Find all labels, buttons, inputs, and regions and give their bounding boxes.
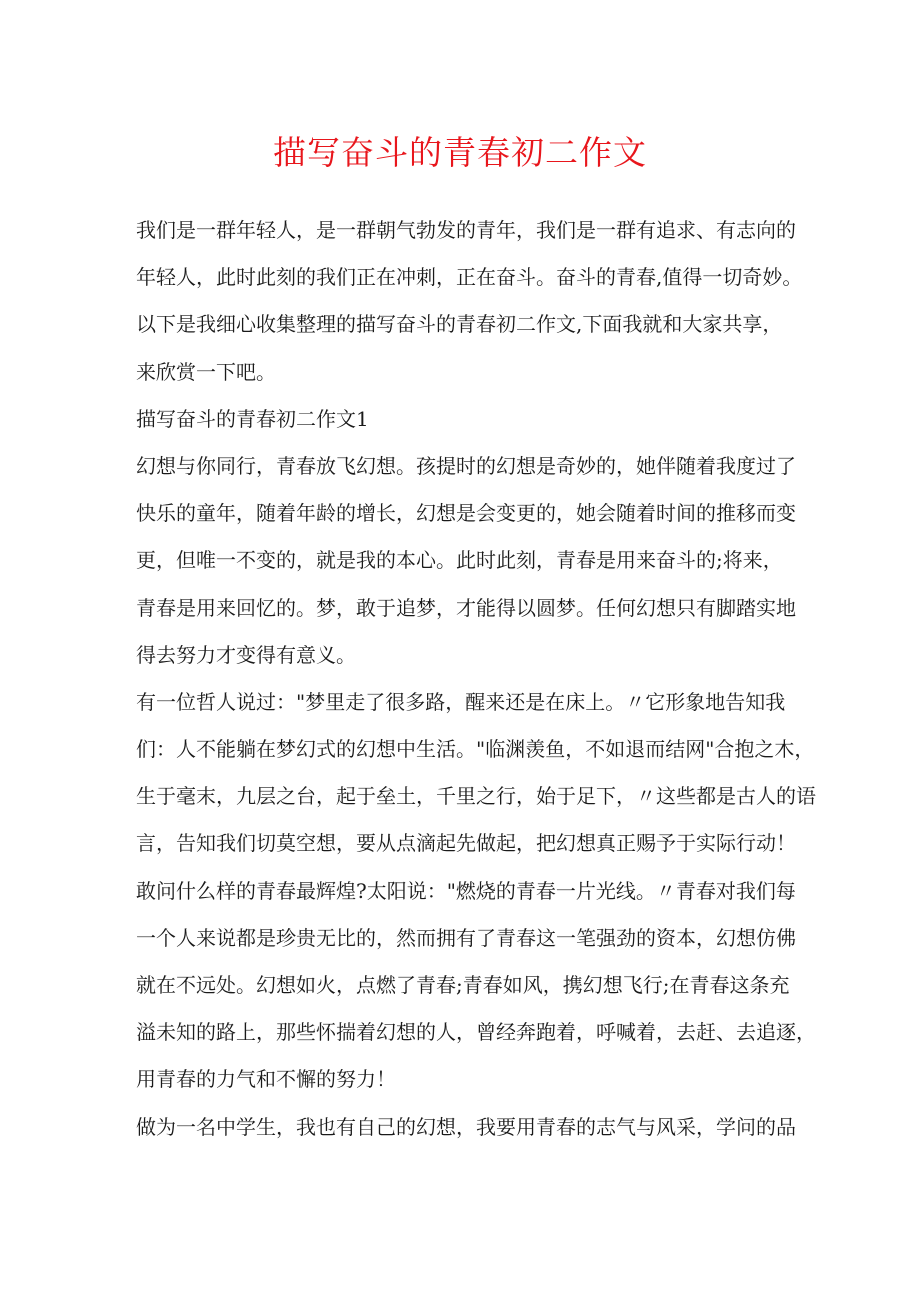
text-line: 溢未知的路上，那些怀揣着幻想的人，曾经奔跑着，呼喊着，去赶、去追逐， bbox=[136, 1020, 816, 1045]
section-heading: 描写奋斗的青春初二作文1 bbox=[136, 406, 369, 431]
text-line: 一个人来说都是珍贵无比的，然而拥有了青春这一笔强劲的资本，幻想仿佛 bbox=[136, 925, 796, 950]
text-line: 做为一名中学生，我也有自己的幻想，我要用青春的志气与风采，学问的品 bbox=[136, 1114, 796, 1139]
text-line: 用青春的力气和不懈的努力！ bbox=[136, 1067, 396, 1092]
text-line: 快乐的童年，随着年龄的增长，幻想是会变更的，她会随着时间的推移而变 bbox=[136, 501, 796, 526]
text-line: 们：人不能躺在梦幻式的幻想中生活。"临渊羡鱼，不如退而结网"合抱之木， bbox=[136, 737, 815, 762]
text-line: 青春是用来回忆的。梦，敢于追梦，才能得以圆梦。任何幻想只有脚踏实地 bbox=[136, 595, 796, 620]
text-line: 言，告知我们切莫空想，要从点滴起先做起，把幻想真正赐予于实际行动！ bbox=[136, 831, 796, 856]
text-line: 我们是一群年轻人，是一群朝气勃发的青年，我们是一群有追求、有志向的 bbox=[136, 218, 796, 242]
text-line: 有一位哲人说过："梦里走了很多路，醒来还是在床上。〃它形象地告知我 bbox=[136, 689, 786, 714]
document-title: 描写奋斗的青春初二作文 bbox=[273, 133, 647, 172]
text-line: 来欣赏一下吧。 bbox=[136, 359, 276, 384]
text-line: 得去努力才变得有意义。 bbox=[136, 642, 356, 667]
text-line: 生于毫末，九层之台，起于垒土，千里之行，始于足下，〃这些都是古人的语 bbox=[136, 784, 816, 809]
text-line: 以下是我细心收集整理的描写奋斗的青春初二作文,下面我就和大家共享， bbox=[136, 312, 783, 337]
text-line: 敢问什么样的青春最辉煌?太阳说："燃烧的青春一片光线。〃青春对我们每 bbox=[136, 878, 796, 903]
text-line: 年轻人，此时此刻的我们正在冲刺，正在奋斗。奋斗的青春,值得一切奇妙。 bbox=[136, 265, 803, 290]
document-body bbox=[136, 207, 816, 1151]
text-line: 幻想与你同行，青春放飞幻想。孩提时的幻想是奇妙的，她伴随着我度过了 bbox=[136, 453, 796, 478]
text-line: 就在不远处。幻想如火，点燃了青春;青春如风，携幻想飞行;在青春这条充 bbox=[136, 973, 790, 997]
text-line: 更，但唯一不变的，就是我的本心。此时此刻，青春是用来奋斗的;将来， bbox=[136, 548, 783, 573]
